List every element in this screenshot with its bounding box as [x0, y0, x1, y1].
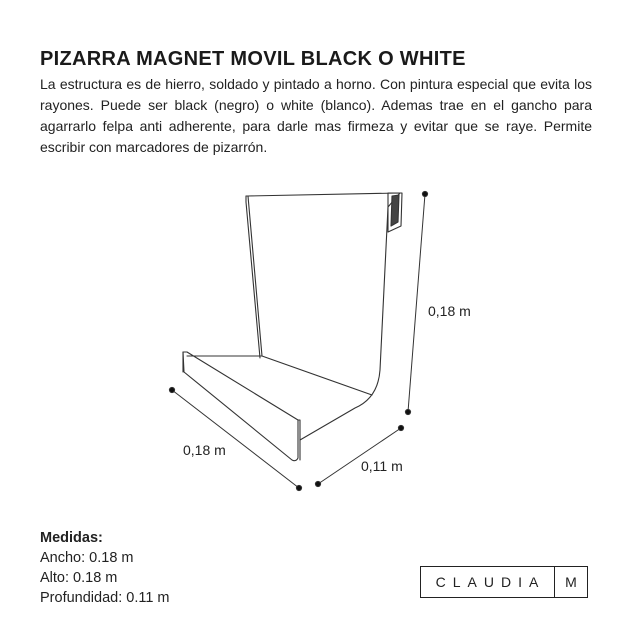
measure-height: Alto: 0.18 m [40, 570, 118, 586]
back-panel-edge [246, 196, 260, 358]
measures-heading: Medidas: [40, 530, 103, 546]
product-title: PIZARRA MAGNET MOVIL BLACK O WHITE [40, 48, 466, 70]
measure-width: Ancho: 0.18 m [40, 550, 134, 566]
back-panel-outline [246, 193, 400, 440]
measure-depth: Profundidad: 0.11 m [40, 590, 170, 606]
width-label: 0,18 m [183, 442, 226, 458]
width-dimension [169, 387, 301, 490]
brand-mark: M [554, 567, 587, 597]
depth-dimension [315, 425, 403, 486]
tray-floor [187, 356, 372, 395]
depth-label: 0,11 m [361, 458, 403, 474]
height-dimension [405, 191, 427, 414]
brand-logo [420, 566, 588, 598]
hook-inner [391, 195, 399, 226]
brand-name: CLAUDIA [435, 574, 546, 590]
product-description: La estructura es de hierro, soldado y pintado a horno. Con pintura especial que evita los rayones. Puede ser black (negro) o white (blanco). Ademas trae en el gancho para agarrarlo felpa anti adherente, para darle mas firmeza y evitar que se raye. Permite escribir con marcadores de pizarrón. [40, 76, 592, 155]
measures-block [40, 528, 170, 608]
height-label: 0,18 m [428, 303, 471, 319]
